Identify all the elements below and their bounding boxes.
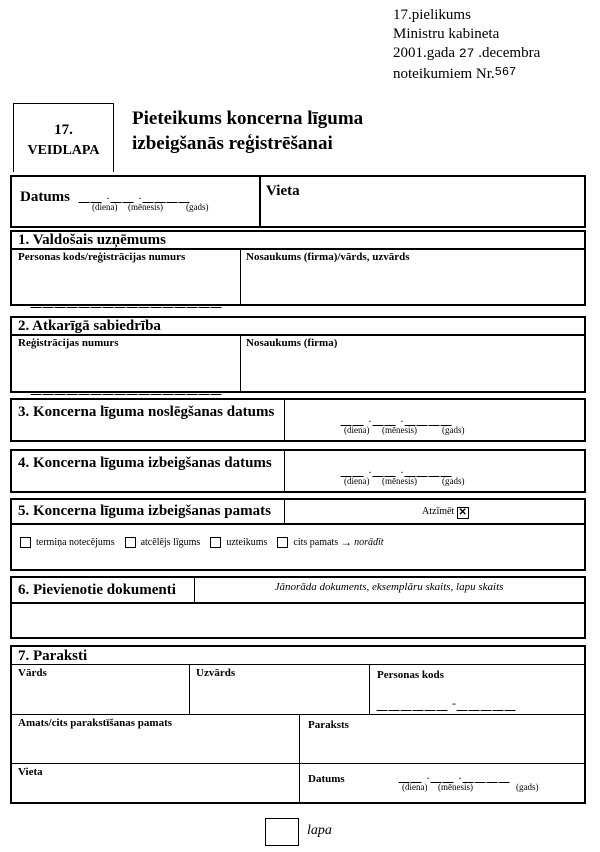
field-label: Reģistrācijas numurs bbox=[18, 337, 119, 349]
title-line: izbeigšanās reģistrēšanai bbox=[132, 133, 333, 154]
month-caption: (mēnesis) bbox=[382, 476, 417, 486]
field-label: Nosaukums (firma)/vārds, uzvārds bbox=[246, 251, 410, 263]
page-count-input[interactable] bbox=[265, 818, 299, 846]
conclusion-date-field[interactable]: . . (diena) (mēnesis) (gads) bbox=[342, 408, 512, 434]
annex-number: 567 bbox=[494, 65, 517, 79]
form-number-box bbox=[13, 103, 114, 172]
section-title: 4. Koncerna līguma izbeigšanas datums bbox=[18, 455, 272, 471]
mark-instruction bbox=[422, 506, 469, 519]
day-caption: (diena) bbox=[402, 782, 428, 792]
section-title: 1. Valdošais uzņēmums bbox=[18, 232, 166, 248]
signature-label: Paraksts bbox=[308, 719, 349, 731]
surname-label: Uzvārds bbox=[196, 667, 236, 679]
section-title: 6. Pievienotie dokumenti bbox=[18, 582, 176, 598]
year-caption: (gads) bbox=[442, 476, 465, 486]
month-caption: (mēnesis) bbox=[438, 782, 473, 792]
section-title: 3. Koncerna līguma noslēgšanas datums bbox=[18, 404, 275, 420]
annex-line: 17.pielikums bbox=[393, 7, 471, 23]
annex-line: Ministru kabineta bbox=[393, 26, 500, 42]
place-input[interactable] bbox=[262, 201, 584, 226]
year-caption: (gads) bbox=[516, 782, 539, 792]
checkbox-other[interactable] bbox=[277, 537, 288, 548]
termination-date-field[interactable]: . . (diena) (mēnesis) (gads) bbox=[342, 459, 512, 485]
signature-date-field[interactable]: . . (diena) (mēnesis) (gads) bbox=[400, 765, 570, 791]
option-label: atcēlējs līgums bbox=[140, 536, 201, 548]
form-title bbox=[132, 106, 363, 156]
option-label: uzteikums bbox=[226, 536, 268, 548]
year-caption: (gads) bbox=[442, 425, 465, 435]
section-5 bbox=[10, 498, 586, 571]
section-2 bbox=[10, 316, 586, 393]
annex-text: noteikumiem Nr. bbox=[393, 66, 495, 82]
month-caption: (mēnesis) bbox=[382, 425, 417, 435]
place-label: Vieta bbox=[266, 183, 300, 199]
day-caption: (diena) bbox=[92, 202, 118, 212]
month-caption: (mēnesis) bbox=[128, 202, 163, 212]
field-label: Personas kods/reģistrācijas numurs bbox=[18, 251, 186, 263]
reason-options bbox=[20, 533, 390, 551]
annex-text: .decembra bbox=[478, 45, 541, 61]
position-label: Amats/cits parakstīšanas pamats bbox=[18, 717, 173, 729]
checkbox-cancellation-agreement[interactable] bbox=[125, 537, 136, 548]
first-name-label: Vārds bbox=[18, 667, 47, 679]
day-caption: (diena) bbox=[344, 425, 370, 435]
name-input[interactable] bbox=[242, 266, 584, 304]
section-7 bbox=[10, 645, 586, 804]
option-label: termiņa notecējums bbox=[36, 536, 115, 548]
checkbox-term-expiry[interactable] bbox=[20, 537, 31, 548]
name-input[interactable] bbox=[242, 352, 584, 391]
registration-number-input[interactable] bbox=[32, 290, 224, 308]
annex-note bbox=[393, 6, 540, 84]
arrow-right-icon: → bbox=[340, 534, 353, 549]
field-label: Nosaukums (firma) bbox=[246, 337, 338, 349]
place-label: Vieta bbox=[18, 766, 43, 778]
registration-number-input[interactable] bbox=[32, 377, 224, 395]
form-label: VEIDLAPA bbox=[27, 143, 100, 158]
personal-code-label: Personas kods bbox=[377, 669, 444, 681]
form-number: 17. bbox=[54, 122, 73, 138]
annex-text: 2001.gada bbox=[393, 45, 456, 61]
section-4 bbox=[10, 449, 586, 493]
annex-line bbox=[393, 63, 540, 84]
specify-label: norādīt bbox=[354, 536, 384, 548]
mark-label: Atzīmēt bbox=[422, 506, 455, 517]
documents-hint: Jānorāda dokuments, eksemplāru skaits, lapu skaits bbox=[274, 581, 504, 593]
section-1 bbox=[10, 230, 586, 306]
personal-code-input[interactable]: - bbox=[378, 693, 518, 711]
section-title: 2. Atkarīgā sabiedrība bbox=[18, 318, 161, 334]
day-caption: (diena) bbox=[344, 476, 370, 486]
section-title: 5. Koncerna līguma izbeigšanas pamats bbox=[18, 503, 271, 519]
annex-line bbox=[393, 44, 540, 63]
annex-day: 27 bbox=[458, 46, 475, 61]
year-caption: (gads) bbox=[186, 202, 209, 212]
section-title: 7. Paraksti bbox=[18, 648, 88, 664]
page-label: lapa bbox=[307, 823, 332, 838]
date-field[interactable]: . . (diena) (mēnesis) (gads) bbox=[80, 185, 250, 211]
date-label: Datums bbox=[20, 189, 71, 205]
documents-input[interactable] bbox=[12, 604, 584, 637]
title-line: Pieteikums koncerna līguma bbox=[132, 108, 364, 129]
option-label: cits pamats bbox=[293, 536, 339, 548]
section-3 bbox=[10, 398, 586, 442]
section-6 bbox=[10, 576, 586, 639]
checkbox-notice[interactable] bbox=[210, 537, 221, 548]
signature-date-label: Datums bbox=[308, 773, 345, 785]
date-place-section bbox=[10, 175, 586, 228]
checked-box-icon: ✕ bbox=[458, 507, 467, 518]
